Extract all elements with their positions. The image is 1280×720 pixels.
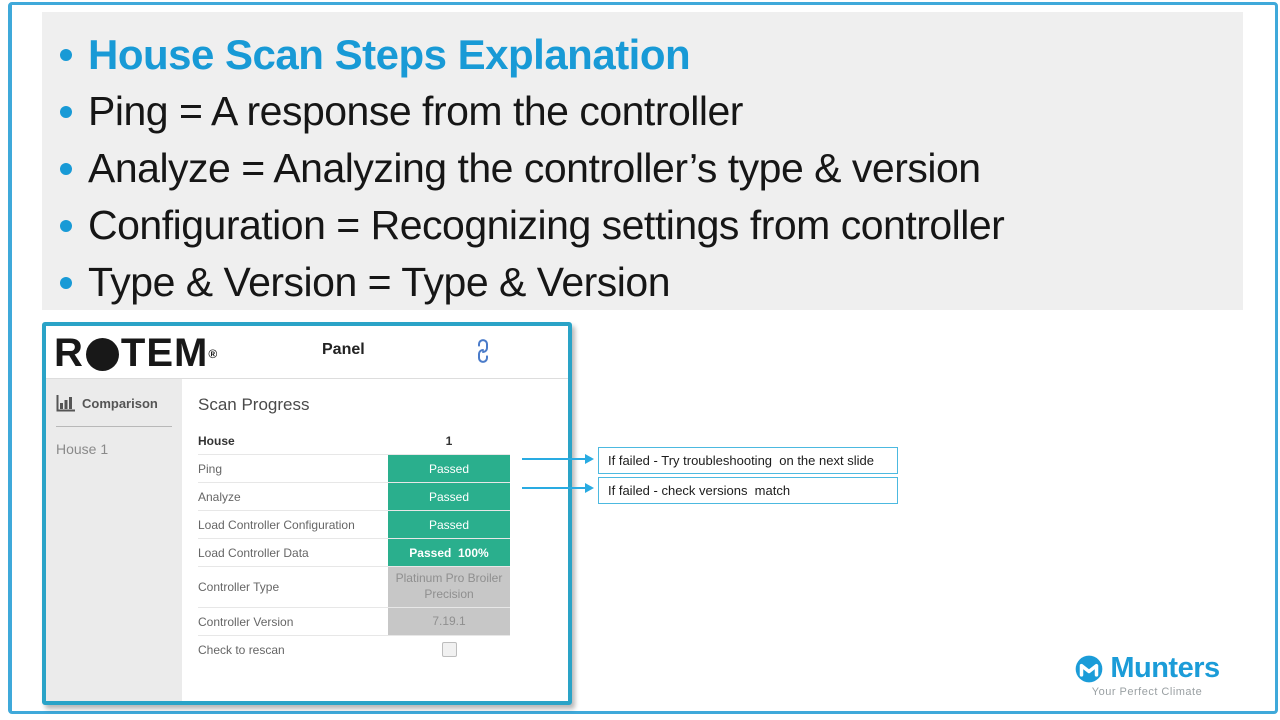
row-value: 1 — [445, 433, 453, 448]
munters-logo — [1072, 652, 1222, 698]
bullet-dot — [60, 220, 72, 232]
row-label: Load Controller Data — [198, 545, 309, 560]
annotation-arrow-line — [522, 458, 585, 460]
registered-mark: ® — [208, 347, 219, 361]
rescan-checkbox[interactable] — [442, 642, 457, 657]
chain-link-icon[interactable] — [471, 339, 495, 363]
bullet-item — [56, 254, 1243, 311]
bullet-dot — [60, 163, 72, 175]
panel-main — [182, 379, 568, 705]
sidebar-item-house-1[interactable]: House 1 — [56, 441, 109, 457]
bullet-text: Analyze = Analyzing the controller’s type & version — [88, 145, 981, 191]
slide-title: House Scan Steps Explanation — [88, 30, 691, 78]
rotem-logo-r: R — [54, 331, 84, 375]
row-label: Controller Type — [198, 580, 280, 594]
row-label: Ping — [198, 461, 223, 476]
table-row-house — [198, 427, 510, 454]
table-row-check-to-rescan — [198, 635, 510, 663]
callout-ping-failed — [598, 447, 898, 474]
table-row-load-data — [198, 538, 510, 566]
status-badge: Passed — [388, 455, 510, 482]
table-row-controller-version — [198, 607, 510, 635]
sidebar-item-comparison[interactable] — [46, 391, 182, 422]
status-badge: Passed — [388, 511, 510, 538]
table-row-analyze — [198, 482, 510, 510]
panel-header — [46, 326, 568, 379]
bullet-item — [56, 140, 1243, 197]
bar-chart-icon — [56, 395, 75, 412]
bullet-dot — [60, 106, 72, 118]
row-label: House — [198, 433, 235, 448]
panel-sidebar — [46, 379, 182, 705]
bullet-text: Type & Version = Type & Version — [88, 259, 671, 305]
callout-text: If failed - Try troubleshooting on the next slide — [608, 453, 874, 468]
table-row-load-configuration — [198, 510, 510, 538]
bullet-block — [42, 12, 1243, 310]
annotation-arrow-line — [522, 487, 585, 489]
status-badge: Passed 100% — [388, 539, 510, 566]
munters-wordmark: Munters — [1110, 652, 1220, 684]
bullet-text: Ping = A response from the controller — [88, 88, 743, 134]
annotation-arrow-head — [585, 454, 594, 464]
row-label: Load Controller Configuration — [198, 517, 355, 532]
callout-text: If failed - check versions match — [608, 483, 791, 498]
table-row-ping — [198, 454, 510, 482]
rotem-panel-screenshot — [42, 322, 572, 705]
munters-tagline: Your Perfect Climate — [1091, 686, 1203, 698]
scan-progress-title: Scan Progress — [198, 395, 310, 414]
row-value: Platinum Pro Broiler Precision — [388, 567, 510, 607]
sidebar-item-label: Comparison — [82, 396, 158, 411]
row-label: Analyze — [198, 489, 241, 504]
annotation-arrow-head — [585, 483, 594, 493]
bullet-dot — [60, 49, 72, 61]
rotem-logo-tem: TEM — [120, 331, 209, 375]
status-badge: Passed — [388, 483, 510, 510]
bullet-item — [56, 26, 1243, 83]
panel-body — [46, 379, 568, 705]
bullet-item — [56, 197, 1243, 254]
row-label: Check to rescan — [198, 642, 285, 657]
panel-title: Panel — [322, 341, 365, 358]
callout-analyze-failed — [598, 477, 898, 504]
scan-progress-table — [198, 427, 510, 663]
row-label: Controller Version — [198, 614, 294, 629]
bullet-dot — [60, 277, 72, 289]
bullet-item — [56, 83, 1243, 140]
munters-m-circle-icon — [1074, 654, 1104, 684]
rotem-o-icon — [86, 338, 119, 371]
table-row-controller-type — [198, 566, 510, 607]
bullet-text: Configuration = Recognizing settings from controller — [88, 202, 1005, 248]
rotem-logo — [54, 330, 218, 376]
row-value — [388, 636, 510, 663]
row-value: 7.19.1 — [388, 608, 510, 635]
